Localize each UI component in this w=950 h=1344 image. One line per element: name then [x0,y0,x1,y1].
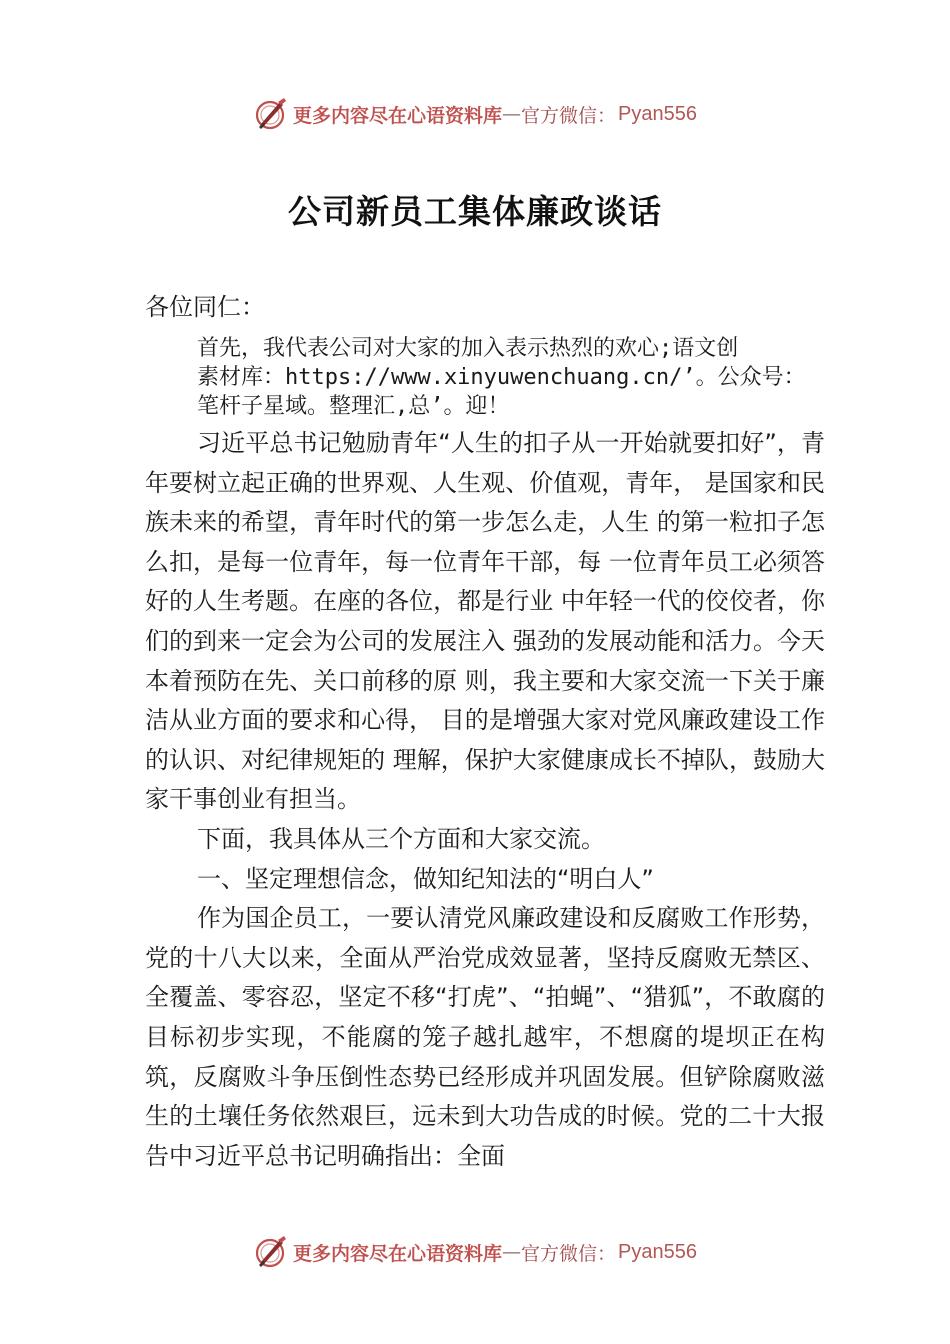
salutation: 各位同仁： [145,293,265,321]
intro-line: 笔杆子星域。整理汇,总’。迎！ [197,394,510,419]
intro-paragraph [145,334,825,421]
banner-separator: — [502,103,522,125]
banner-separator: — [502,1241,522,1263]
banner-wechat-label: 官方微信： [521,1242,617,1265]
footer-banner [0,1230,950,1274]
brush-logo-icon [253,1234,289,1270]
banner-main-text: 更多内容尽在心语资料库 [293,1242,503,1265]
banner-main-text: 更多内容尽在心语资料库 [293,104,503,127]
intro-line: 素材库：https://www.xinyuwenchuang.cn/’。公众号： [197,365,806,390]
paragraph: 作为国企员工，一要认清党风廉政建设和反腐败工作形势，党的十八大以来，全面从严治党成效显著，坚持反腐败无禁区、全覆盖、零容忍，坚定不移“打虎”、“拍蝇”、“猎狐”，不敢腐的目标初步实现，不能腐的笼子越扎越牢，不想腐的堤坝正在构筑，反腐败斗争压倒性态势已经形成并巩固发展。但铲除腐败滋生的土壤任务依然艰巨，远未到大功告成的时候。党的二十大报告中习近平总书记明确指出：全面 [145,904,825,1170]
banner-wechat-label: 官方微信： [521,104,617,127]
banner-wechat-id: Pyan556 [618,1240,697,1263]
document-body [145,287,825,1176]
header-banner [0,92,950,136]
brush-logo-icon [253,96,289,132]
section-heading: 一、坚定理想信念，做知纪知法的“明白人” [197,864,654,893]
banner-wechat-id: Pyan556 [618,102,697,125]
page-title: 公司新员工集体廉政谈话 [288,192,662,231]
intro-line: 首先，我代表公司对大家的加入表示热烈的欢心;语文创 [197,336,739,361]
paragraph: 习近平总书记勉励青年“人生的扣子从一开始就要扣好”，青年要树立起正确的世界观、人生观、价值观，青年， 是国家和民族未来的希望，青年时代的第一步怎么走，人生 的第一粒扣子怎么扣，是每一位青年，每一位青年干部，每 一位青年员工必须答好的人生考题。在座的各位，都是行业 中年轻一代的佼佼者，你们的到来一定会为公司的发展注入 强劲的发展动能和活力。今天本着预防在先、关口前移的原 则，我主要和大家交流一下关于廉洁从业方面的要求和心得， 目的是增强大家对党风廉政建设工作的认识、对纪律规矩的 理解，保护大家健康成长不掉队，鼓励大家干事创业有担当。 [145,429,825,814]
paragraph: 下面，我具体从三个方面和大家交流。 [197,824,605,853]
